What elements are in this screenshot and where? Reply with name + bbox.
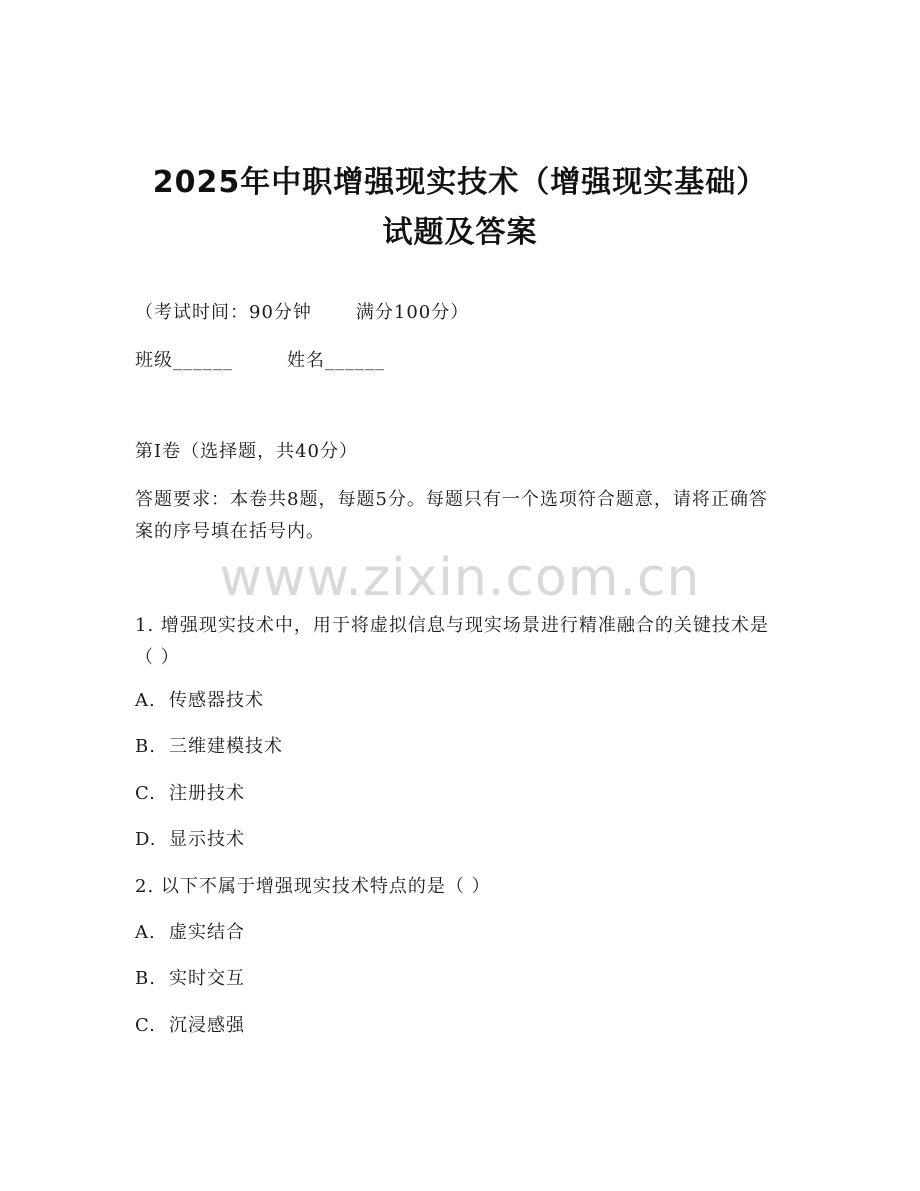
option-letter: C. (135, 783, 156, 804)
question-2-stem: 2. 以下不属于增强现实技术特点的是（ ） (135, 876, 491, 897)
exam-score: 满分100分） (355, 302, 470, 323)
option-text: 实时交互 (169, 968, 245, 989)
question-2-option-b (135, 964, 245, 994)
option-text: 三维建模技术 (169, 736, 283, 757)
question-1-option-a (135, 686, 264, 716)
document-title-line2: 试题及答案 (382, 215, 538, 250)
option-letter: B. (135, 968, 156, 989)
option-letter: A. (135, 922, 156, 943)
instructions: 答题要求：本卷共8题，每题5分。每题只有一个选项符合题意，请将正确答案的序号填在括号内。 (135, 489, 768, 542)
document-title-line1: 2025年中职增强现实技术（增强现实基础） (152, 165, 768, 200)
question-2-option-c (135, 1011, 245, 1041)
exam-time: （考试时间：90分钟 (135, 302, 312, 323)
student-fields (135, 346, 385, 376)
option-letter: A. (135, 690, 156, 711)
option-text: 传感器技术 (169, 690, 264, 711)
question-2-option-a (135, 918, 245, 948)
question-1-option-c (135, 779, 245, 809)
option-text: 显示技术 (169, 829, 245, 850)
question-1-option-b (135, 732, 283, 762)
option-letter: B. (135, 736, 156, 757)
name-field: 姓名______ (287, 350, 385, 371)
section-heading: 第Ⅰ卷（选择题，共40分） (135, 441, 359, 462)
option-text: 注册技术 (169, 783, 245, 804)
option-text: 沉浸感强 (169, 1015, 245, 1036)
option-letter: D. (135, 829, 157, 850)
option-letter: C. (135, 1015, 156, 1036)
watermark: www.zixin.com.cn (219, 548, 701, 608)
question-1-option-d (135, 825, 245, 855)
option-text: 虚实结合 (169, 922, 245, 943)
question-1-stem: 1. 增强现实技术中，用于将虚拟信息与现实场景进行精准融合的关键技术是（ ） (135, 615, 769, 668)
class-field: 班级______ (135, 350, 233, 371)
exam-info (135, 298, 469, 328)
